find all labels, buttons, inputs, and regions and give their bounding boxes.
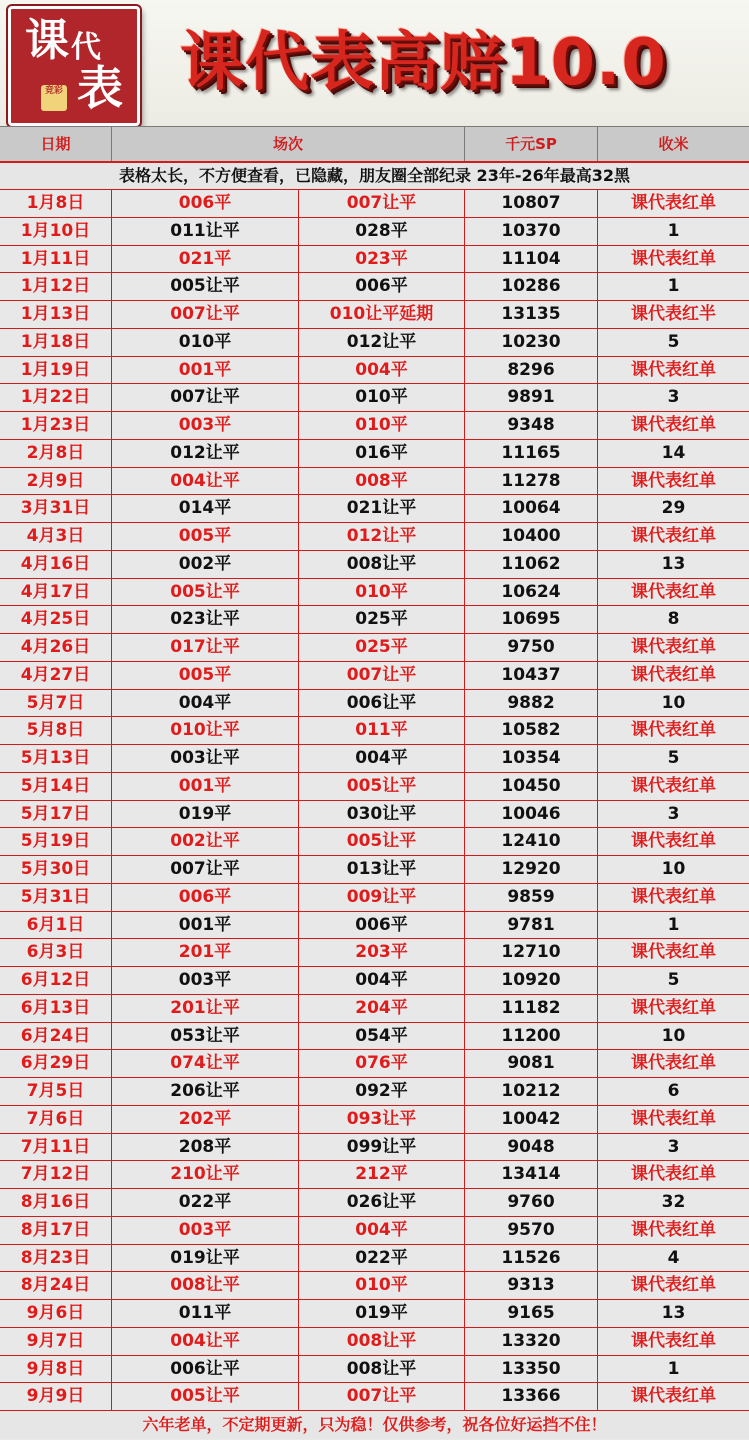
row-result-cell: 课代表红单	[631, 193, 716, 213]
table-row	[0, 329, 749, 357]
row-match-1-cell: 004让平	[112, 468, 299, 495]
table-row	[0, 773, 749, 801]
row-date-cell: 6月29日	[0, 1050, 112, 1077]
row-match-2-cell: 010平	[299, 412, 465, 439]
row-date-cell: 1月22日	[0, 384, 112, 411]
row-match-1-cell: 006平	[112, 190, 299, 217]
table-row	[0, 384, 749, 412]
row-result-cell: 课代表红单	[631, 526, 716, 546]
row-match-1-cell: 001平	[112, 912, 299, 939]
row-match-1-cell: 074让平	[112, 1050, 299, 1077]
row-date-cell: 8月24日	[0, 1272, 112, 1299]
row-match-2-cell: 093让平	[299, 1106, 465, 1133]
row-date-cell: 4月3日	[0, 523, 112, 550]
row-result-cell: 3	[667, 387, 680, 408]
row-result-cell: 课代表红单	[631, 1108, 716, 1129]
row-match-1-cell: 003平	[112, 412, 299, 439]
row-result-cell: 3	[667, 803, 680, 824]
row-result-cell: 10	[661, 1025, 686, 1046]
row-date-cell: 2月9日	[0, 468, 112, 495]
row-result-cell: 32	[661, 1192, 686, 1212]
table-row	[0, 1078, 749, 1106]
row-sp-cell: 9760	[465, 1189, 598, 1216]
row-sp-cell: 10046	[465, 801, 598, 828]
row-match-2-cell: 008让平	[299, 1356, 465, 1383]
row-date-cell: 1月19日	[0, 357, 112, 384]
table-row	[0, 495, 749, 523]
row-match-1-cell: 002让平	[112, 828, 299, 855]
row-date-cell: 1月13日	[0, 301, 112, 328]
table-row	[0, 468, 749, 496]
row-date-cell: 5月19日	[0, 828, 112, 855]
table-row	[0, 357, 749, 385]
banner-title: 课代表高赔10.0	[180, 26, 667, 100]
row-result-cell: 29	[661, 498, 686, 519]
row-result-cell: 4	[667, 1247, 680, 1268]
table-row	[0, 1300, 749, 1328]
row-result-cell: 1	[667, 220, 680, 241]
row-sp-cell: 13414	[465, 1161, 598, 1188]
row-sp-cell: 11182	[465, 995, 598, 1022]
table-row	[0, 1217, 749, 1245]
row-result-cell: 8	[667, 609, 680, 630]
table-row	[0, 440, 749, 468]
table-footer: 六年老单，不定期更新，只为稳！仅供参考，祝各位好运挡不住！	[0, 1411, 749, 1439]
row-match-2-cell: 022平	[299, 1245, 465, 1272]
row-result-cell: 课代表红单	[631, 637, 716, 657]
row-sp-cell: 10807	[465, 190, 598, 217]
row-date-cell: 6月12日	[0, 967, 112, 994]
row-result-cell: 10	[661, 859, 686, 879]
row-match-1-cell: 208平	[112, 1134, 299, 1161]
logo-char-1: 课	[25, 15, 69, 66]
row-match-2-cell: 005让平	[299, 773, 465, 800]
table-row	[0, 301, 749, 329]
row-result-cell: 课代表红单	[631, 248, 716, 269]
table-row	[0, 1356, 749, 1384]
row-sp-cell: 10582	[465, 717, 598, 744]
row-sp-cell: 11200	[465, 1023, 598, 1050]
row-date-cell: 7月5日	[0, 1078, 112, 1105]
row-match-2-cell: 092平	[299, 1078, 465, 1105]
row-match-2-cell: 006平	[299, 273, 465, 300]
row-match-2-cell: 016平	[299, 440, 465, 467]
row-date-cell: 8月17日	[0, 1217, 112, 1244]
row-match-1-cell: 023让平	[112, 606, 299, 633]
row-date-cell: 3月31日	[0, 495, 112, 522]
row-sp-cell: 9859	[465, 884, 598, 911]
row-sp-cell: 10042	[465, 1106, 598, 1133]
row-sp-cell: 10695	[465, 606, 598, 633]
table-row	[0, 967, 749, 995]
row-match-2-cell: 028平	[299, 218, 465, 245]
row-sp-cell: 11062	[465, 551, 598, 578]
row-sp-cell: 10370	[465, 218, 598, 245]
row-match-2-cell: 026让平	[299, 1189, 465, 1216]
row-match-2-cell: 025平	[299, 606, 465, 633]
row-date-cell: 8月16日	[0, 1189, 112, 1216]
row-match-1-cell: 021平	[112, 246, 299, 273]
row-date-cell: 9月7日	[0, 1328, 112, 1355]
table-row	[0, 412, 749, 440]
row-match-2-cell: 006平	[299, 912, 465, 939]
row-result-cell: 课代表红单	[631, 1275, 716, 1296]
row-result-cell: 课代表红单	[631, 1053, 716, 1074]
row-sp-cell: 10212	[465, 1078, 598, 1105]
table-row	[0, 939, 749, 967]
row-match-2-cell: 030让平	[299, 801, 465, 828]
row-match-1-cell: 201让平	[112, 995, 299, 1022]
row-sp-cell: 10064	[465, 495, 598, 522]
row-match-2-cell: 010平	[299, 384, 465, 411]
row-sp-cell: 9891	[465, 384, 598, 411]
row-match-2-cell: 008让平	[299, 1328, 465, 1355]
row-sp-cell: 12710	[465, 939, 598, 966]
row-sp-cell: 10286	[465, 273, 598, 300]
table-row	[0, 662, 749, 690]
row-match-2-cell: 010让平延期	[299, 301, 465, 328]
row-match-1-cell: 001平	[112, 773, 299, 800]
row-sp-cell: 11165	[465, 440, 598, 467]
row-date-cell: 7月11日	[0, 1134, 112, 1161]
header-result: 收米	[658, 135, 689, 153]
table-row	[0, 884, 749, 912]
row-result-cell: 课代表红单	[631, 415, 716, 435]
table-row	[0, 273, 749, 301]
row-sp-cell: 13350	[465, 1356, 598, 1383]
row-sp-cell: 10450	[465, 773, 598, 800]
table-row	[0, 1161, 749, 1189]
row-result-cell: 10	[661, 692, 686, 713]
table-row	[0, 579, 749, 607]
row-date-cell: 5月17日	[0, 801, 112, 828]
logo-char-3: 表	[77, 61, 123, 115]
row-result-cell: 课代表红单	[631, 775, 716, 796]
row-match-1-cell: 005让平	[112, 273, 299, 300]
row-match-2-cell: 012让平	[299, 523, 465, 550]
row-match-2-cell: 099让平	[299, 1134, 465, 1161]
row-match-1-cell: 210让平	[112, 1161, 299, 1188]
row-sp-cell: 11278	[465, 468, 598, 495]
row-sp-cell: 9048	[465, 1134, 598, 1161]
row-sp-cell: 9882	[465, 690, 598, 717]
row-match-2-cell: 004平	[299, 745, 465, 772]
row-match-1-cell: 053让平	[112, 1023, 299, 1050]
row-match-1-cell: 003平	[112, 967, 299, 994]
row-match-2-cell: 007让平	[299, 190, 465, 217]
row-date-cell: 4月16日	[0, 551, 112, 578]
row-match-1-cell: 017让平	[112, 634, 299, 661]
row-match-1-cell: 006平	[112, 884, 299, 911]
row-sp-cell: 10437	[465, 662, 598, 689]
row-match-1-cell: 011让平	[112, 218, 299, 245]
row-match-1-cell: 202平	[112, 1106, 299, 1133]
table-row	[0, 1189, 749, 1217]
logo-seal: 竞彩	[41, 85, 67, 111]
row-match-1-cell: 007让平	[112, 301, 299, 328]
row-result-cell: 14	[661, 442, 686, 463]
table-row	[0, 828, 749, 856]
row-match-1-cell: 010让平	[112, 717, 299, 744]
row-match-1-cell: 004让平	[112, 1328, 299, 1355]
row-result-cell: 课代表红单	[631, 831, 716, 852]
row-result-cell: 课代表红单	[631, 1164, 716, 1185]
brand-logo	[8, 6, 140, 126]
row-date-cell: 1月10日	[0, 218, 112, 245]
row-date-cell: 5月31日	[0, 884, 112, 911]
table-row	[0, 606, 749, 634]
row-date-cell: 4月17日	[0, 579, 112, 606]
row-match-1-cell: 010平	[112, 329, 299, 356]
row-match-1-cell: 007让平	[112, 384, 299, 411]
row-match-2-cell: 007让平	[299, 662, 465, 689]
row-match-2-cell: 204平	[299, 995, 465, 1022]
row-match-1-cell: 019平	[112, 801, 299, 828]
table-row	[0, 218, 749, 246]
row-date-cell: 1月8日	[0, 190, 112, 217]
row-result-cell: 5	[667, 331, 680, 352]
row-result-cell: 13	[661, 1303, 686, 1323]
row-result-cell: 课代表红单	[631, 720, 716, 741]
row-date-cell: 2月8日	[0, 440, 112, 467]
row-result-cell: 课代表红单	[631, 664, 716, 685]
table-row	[0, 1272, 749, 1300]
row-match-2-cell: 005让平	[299, 828, 465, 855]
row-match-2-cell: 004平	[299, 967, 465, 994]
row-sp-cell: 8296	[465, 357, 598, 384]
row-date-cell: 6月24日	[0, 1023, 112, 1050]
row-date-cell: 5月8日	[0, 717, 112, 744]
table-row	[0, 523, 749, 551]
table-row	[0, 1383, 749, 1411]
row-match-2-cell: 009让平	[299, 884, 465, 911]
row-sp-cell: 10920	[465, 967, 598, 994]
row-match-2-cell: 012让平	[299, 329, 465, 356]
row-match-1-cell: 003让平	[112, 745, 299, 772]
row-date-cell: 5月13日	[0, 745, 112, 772]
row-match-2-cell: 076平	[299, 1050, 465, 1077]
row-result-cell: 3	[667, 1136, 680, 1157]
row-date-cell: 4月27日	[0, 662, 112, 689]
row-result-cell: 课代表红单	[631, 1330, 716, 1351]
row-date-cell: 5月30日	[0, 856, 112, 883]
row-date-cell: 1月23日	[0, 412, 112, 439]
table-row	[0, 801, 749, 829]
row-match-1-cell: 005让平	[112, 579, 299, 606]
row-sp-cell: 13135	[465, 301, 598, 328]
row-result-cell: 课代表红单	[631, 359, 716, 380]
table-row	[0, 190, 749, 218]
row-sp-cell: 9348	[465, 412, 598, 439]
row-sp-cell: 9570	[465, 1217, 598, 1244]
row-match-2-cell: 008平	[299, 468, 465, 495]
header-date: 日期	[0, 127, 112, 161]
row-sp-cell: 10624	[465, 579, 598, 606]
row-match-1-cell: 005平	[112, 662, 299, 689]
row-result-cell: 1	[667, 914, 680, 935]
table-row	[0, 634, 749, 662]
table-row	[0, 1050, 749, 1078]
row-match-2-cell: 025平	[299, 634, 465, 661]
row-date-cell: 6月3日	[0, 939, 112, 966]
row-match-2-cell: 011平	[299, 717, 465, 744]
row-match-2-cell: 010平	[299, 579, 465, 606]
row-match-2-cell: 021让平	[299, 495, 465, 522]
row-sp-cell: 9750	[465, 634, 598, 661]
row-match-1-cell: 201平	[112, 939, 299, 966]
row-match-2-cell: 054平	[299, 1023, 465, 1050]
row-sp-cell: 13366	[465, 1383, 598, 1410]
header-match: 场次	[112, 127, 465, 161]
table-row	[0, 551, 749, 579]
row-sp-cell: 10354	[465, 745, 598, 772]
row-sp-cell: 12410	[465, 828, 598, 855]
table-row	[0, 1023, 749, 1051]
row-result-cell: 课代表红单	[631, 886, 716, 907]
table-row	[0, 246, 749, 274]
row-result-cell: 课代表红单	[631, 1219, 716, 1240]
row-match-1-cell: 011平	[112, 1300, 299, 1327]
row-match-1-cell: 014平	[112, 495, 299, 522]
table-row	[0, 1134, 749, 1162]
row-sp-cell: 9165	[465, 1300, 598, 1327]
row-match-1-cell: 003平	[112, 1217, 299, 1244]
row-sp-cell: 11104	[465, 246, 598, 273]
header-sp: 千元SP	[465, 127, 598, 161]
table-header-row	[0, 126, 749, 163]
row-match-2-cell: 004平	[299, 1217, 465, 1244]
row-sp-cell: 9781	[465, 912, 598, 939]
header-banner	[0, 0, 749, 126]
row-result-cell: 课代表红单	[631, 1386, 716, 1407]
row-sp-cell: 9081	[465, 1050, 598, 1077]
records-table	[0, 126, 749, 1439]
row-sp-cell: 10400	[465, 523, 598, 550]
table-row	[0, 1328, 749, 1356]
row-match-2-cell: 007让平	[299, 1383, 465, 1410]
row-match-2-cell: 203平	[299, 939, 465, 966]
table-body	[0, 190, 749, 1411]
row-match-1-cell: 005让平	[112, 1383, 299, 1410]
row-result-cell: 5	[667, 748, 680, 768]
row-match-1-cell: 001平	[112, 357, 299, 384]
row-match-2-cell: 010平	[299, 1272, 465, 1299]
row-result-cell: 6	[667, 1081, 680, 1101]
row-match-1-cell: 004平	[112, 690, 299, 717]
table-row	[0, 1106, 749, 1134]
table-row	[0, 690, 749, 718]
row-result-cell: 1	[667, 1358, 680, 1379]
row-match-1-cell: 019让平	[112, 1245, 299, 1272]
row-result-cell: 课代表红半	[631, 304, 716, 324]
row-result-cell: 课代表红单	[631, 942, 716, 963]
row-date-cell: 5月14日	[0, 773, 112, 800]
logo-char-2: 代	[71, 30, 101, 65]
row-date-cell: 1月12日	[0, 273, 112, 300]
row-match-1-cell: 006让平	[112, 1356, 299, 1383]
row-date-cell: 7月6日	[0, 1106, 112, 1133]
row-sp-cell: 12920	[465, 856, 598, 883]
table-row	[0, 1245, 749, 1273]
row-match-2-cell: 008让平	[299, 551, 465, 578]
row-date-cell: 7月12日	[0, 1161, 112, 1188]
row-date-cell: 6月1日	[0, 912, 112, 939]
row-match-1-cell: 008让平	[112, 1272, 299, 1299]
row-match-2-cell: 212平	[299, 1161, 465, 1188]
row-result-cell: 13	[661, 553, 686, 574]
row-date-cell: 9月8日	[0, 1356, 112, 1383]
row-sp-cell: 10230	[465, 329, 598, 356]
row-match-1-cell: 012让平	[112, 440, 299, 467]
table-row	[0, 745, 749, 773]
row-date-cell: 1月11日	[0, 246, 112, 273]
row-result-cell: 课代表红单	[631, 997, 716, 1018]
row-date-cell: 4月26日	[0, 634, 112, 661]
table-row	[0, 717, 749, 745]
row-match-1-cell: 005平	[112, 523, 299, 550]
row-sp-cell: 9313	[465, 1272, 598, 1299]
row-match-2-cell: 013让平	[299, 856, 465, 883]
row-date-cell: 1月18日	[0, 329, 112, 356]
table-notice: 表格太长，不方便查看，已隐藏，朋友圈全部纪录 23年-26年最高32黑	[0, 163, 749, 190]
table-row	[0, 856, 749, 884]
row-date-cell: 4月25日	[0, 606, 112, 633]
row-date-cell: 9月6日	[0, 1300, 112, 1327]
row-match-2-cell: 019平	[299, 1300, 465, 1327]
table-row	[0, 912, 749, 940]
row-result-cell: 课代表红单	[631, 581, 716, 602]
row-match-2-cell: 006让平	[299, 690, 465, 717]
row-date-cell: 8月23日	[0, 1245, 112, 1272]
row-sp-cell: 11526	[465, 1245, 598, 1272]
row-match-1-cell: 206让平	[112, 1078, 299, 1105]
row-match-2-cell: 004平	[299, 357, 465, 384]
row-match-1-cell: 002平	[112, 551, 299, 578]
row-match-1-cell: 022平	[112, 1189, 299, 1216]
row-match-2-cell: 023平	[299, 246, 465, 273]
row-date-cell: 6月13日	[0, 995, 112, 1022]
row-result-cell: 1	[667, 276, 680, 297]
row-match-1-cell: 007让平	[112, 856, 299, 883]
row-sp-cell: 13320	[465, 1328, 598, 1355]
row-result-cell: 课代表红单	[631, 470, 716, 491]
row-result-cell: 5	[667, 970, 680, 990]
row-date-cell: 9月9日	[0, 1383, 112, 1410]
row-date-cell: 5月7日	[0, 690, 112, 717]
table-row	[0, 995, 749, 1023]
